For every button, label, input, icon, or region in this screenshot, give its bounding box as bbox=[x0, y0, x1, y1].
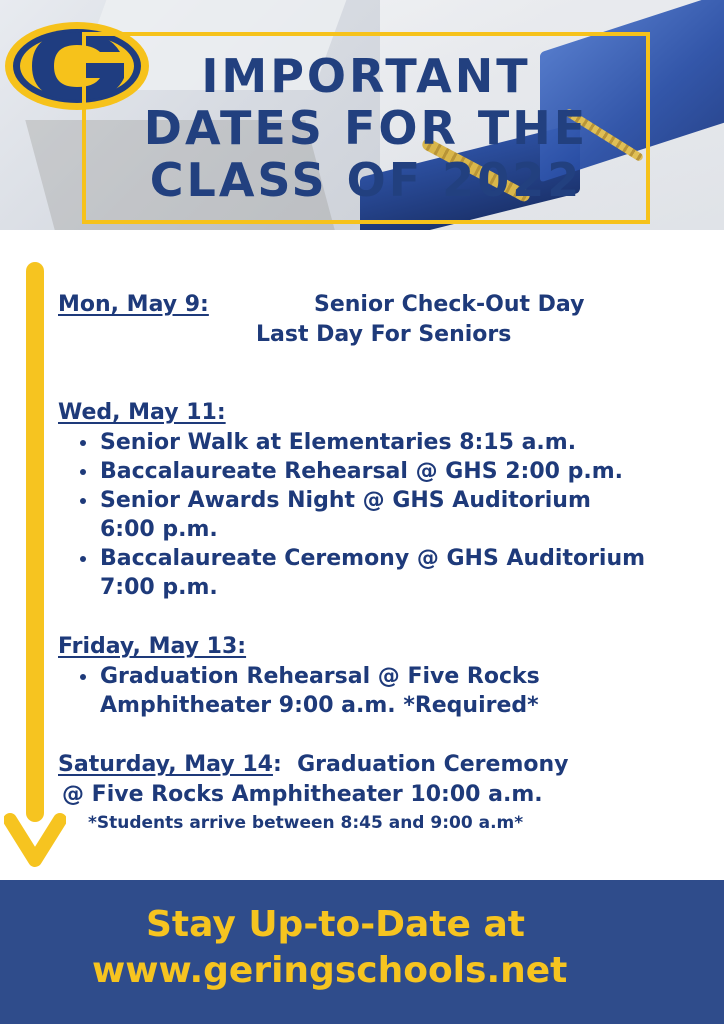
website-link[interactable]: www.geringschools.net bbox=[92, 950, 568, 991]
event-date: Saturday, May 14 bbox=[58, 752, 273, 777]
event-monday bbox=[58, 290, 718, 350]
event-wednesday bbox=[58, 398, 718, 602]
header-banner bbox=[0, 0, 724, 230]
footer-line: Stay Up-to-Date at bbox=[146, 904, 525, 945]
event-items bbox=[76, 428, 718, 602]
down-arrow-icon bbox=[4, 812, 66, 870]
event-detail: Last Day For Seniors bbox=[256, 322, 512, 347]
page-title: IMPORTANT DATES FOR THE CLASS OF 2022 bbox=[143, 49, 589, 207]
list-item: Baccalaureate Rehearsal @ GHS 2:00 p.m. bbox=[76, 457, 718, 486]
event-items bbox=[76, 662, 718, 720]
list-item: Senior Awards Night @ GHS Auditorium 6:00 p.m. bbox=[76, 486, 718, 544]
event-note: *Students arrive between 8:45 and 9:00 a.m* bbox=[88, 813, 524, 833]
event-detail: Senior Check-Out Day bbox=[314, 292, 585, 317]
event-saturday: Saturday, May 14: Graduation Ceremony @ Five Rocks Amphitheater 10:00 a.m. *Students arrive between 8:45 and 9:00 a.m* bbox=[58, 750, 718, 836]
event-date: Wed, May 11: bbox=[58, 400, 226, 425]
footer-banner bbox=[0, 880, 724, 1024]
event-date: Mon, May 9: bbox=[58, 292, 209, 317]
event-friday bbox=[58, 632, 718, 720]
event-date: Friday, May 13: bbox=[58, 634, 247, 659]
list-item: Senior Walk at Elementaries 8:15 a.m. bbox=[76, 428, 718, 457]
list-item: Baccalaureate Ceremony @ GHS Auditorium 7:00 p.m. bbox=[76, 544, 718, 602]
title-frame bbox=[82, 32, 650, 224]
list-item: Graduation Rehearsal @ Five Rocks Amphitheater 9:00 a.m. *Required* bbox=[76, 662, 718, 720]
event-detail: @ Five Rocks Amphitheater 10:00 a.m. bbox=[62, 782, 543, 807]
footer-message bbox=[0, 902, 724, 994]
events-list bbox=[58, 290, 718, 836]
timeline-arrow-shaft bbox=[26, 262, 44, 822]
event-detail: Graduation Ceremony bbox=[297, 752, 569, 777]
